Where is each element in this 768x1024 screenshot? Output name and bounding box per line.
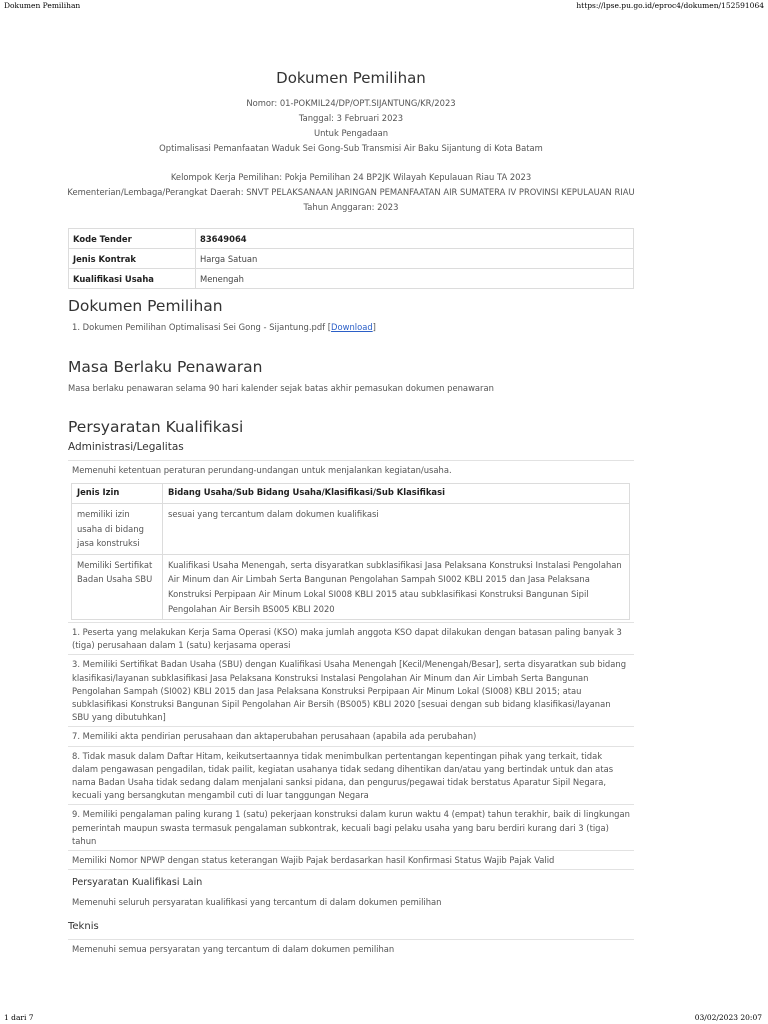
- page-number: 1 dari 7: [4, 1013, 34, 1022]
- dokumen-list-item: [72, 321, 376, 334]
- nomor-text: Nomor: 01-POKMIL24/DP/OPT.SIJANTUNG/KR/2023: [246, 98, 456, 108]
- memenuhi-text: Memenuhi ketentuan peraturan perundang-undangan untuk menjalankan kegiatan/usaha.: [68, 460, 634, 479]
- izin-table: [71, 483, 630, 620]
- untuk-text: Untuk Pengadaan: [313, 128, 389, 138]
- tahun-text: Tahun Anggaran: 2023: [303, 202, 399, 212]
- list-item: 9. Memiliki pengalaman paling kurang 1 (satu) pekerjaan konstruksi dalam kurun waktu 4 (empat) tahun terakhir, baik di lingkungan pemerintah maupun swasta termasuk pengalaman subkontrak, kecuali bagi pelaku usaha yang baru berdiri kurang dari 3 (tiga) tahun: [68, 804, 634, 850]
- persyaratan-list: [68, 622, 634, 870]
- table-header-row: [72, 484, 630, 504]
- document-title: Dokumen Pemilihan: [276, 69, 426, 87]
- table-cell: memiliki izin usaha di bidang jasa konstruksi: [72, 504, 163, 555]
- list-item: 3. Memiliki Sertifikat Badan Usaha (SBU) dengan Kualifikasi Usaha Menengah [Kecil/Menengah/Besar], serta disyaratkan sub bidang klasifikasi/layanan subklasifikasi Jasa Pelaksana Konstruksi Instalasi Pengolahan Air Minum dan Air Limbah Serta Bangunan Pengolahan Sampah (SI002) KBLI 2015 dan Jasa Pelaksana Konstruksi Perpipaan Air Minum Lokal (SI008) KBLI 2015; atau subklasifikasi Konstruksi Bangunan Sipil Pengolahan Air Bersih (BS005) KBLI 2020 [sesuai dengan sub bidang klasifikasi/layanan SBU yang dibutuhkan]: [68, 654, 634, 726]
- table-cell: Memiliki Sertifikat Badan Usaha SBU: [72, 554, 163, 619]
- jenis-kontrak-label: Jenis Kontrak: [69, 249, 196, 269]
- pokja-text: Kelompok Kerja Pemilihan: Pokja Pemilihan 24 BP2JK Wilayah Kepulauan Riau TA 2023: [170, 172, 532, 182]
- jenis-izin-header: Jenis Izin: [72, 484, 163, 504]
- print-header: [0, 1, 768, 10]
- print-header-url: https://lpse.pu.go.id/eproc4/dokumen/152591064: [576, 1, 764, 10]
- persyaratan-lain-text: Memenuhi seluruh persyaratan kualifikasi yang tercantum di dalam dokumen pemilihan: [72, 897, 442, 907]
- download-link[interactable]: Download: [331, 322, 373, 332]
- kode-tender-label: Kode Tender: [69, 229, 196, 249]
- teknis-heading: Teknis: [68, 921, 99, 932]
- jenis-kontrak-value: Harga Satuan: [196, 249, 634, 269]
- masa-berlaku-text: Masa berlaku penawaran selama 90 hari kalender sejak batas akhir pemasukan dokumen penawaran: [68, 383, 494, 393]
- dokumen-file-name: 1. Dokumen Pemilihan Optimalisasi Sei Gong - Sijantung.pdf: [72, 322, 328, 332]
- download-open-bracket: [: [327, 322, 332, 332]
- document-meta: [68, 96, 634, 156]
- print-date: 03/02/2023 20:07: [694, 1013, 762, 1022]
- table-row: [72, 504, 630, 555]
- list-item: 7. Memiliki akta pendirian perusahaan dan aktaperubahan perusahaan (apabila ada perubahan): [68, 726, 634, 745]
- print-header-title: Dokumen Pemilihan: [4, 1, 81, 10]
- kualifikasi-usaha-value: Menengah: [196, 269, 634, 289]
- bidang-usaha-header: Bidang Usaha/Sub Bidang Usaha/Klasifikasi/Sub Klasifikasi: [163, 484, 630, 504]
- tanggal-text: Tanggal: 3 Februari 2023: [298, 113, 404, 123]
- persyaratan-lain-block: [68, 893, 634, 911]
- teknis-text: Memenuhi semua persyaratan yang tercantum di dalam dokumen pemilihan: [68, 939, 634, 958]
- kementerian-text: Kementerian/Lembaga/Perangkat Daerah: SNVT PELAKSANAAN JARINGAN PEMANFAATAN AIR SUMATERA IV PROVINSI KEPULAUAN RIAU: [67, 187, 635, 197]
- persyaratan-kualifikasi-heading: Persyaratan Kualifikasi: [68, 418, 244, 436]
- paket-text: Optimalisasi Pemanfaatan Waduk Sei Gong-Sub Transmisi Air Baku Sijantung di Kota Batam: [159, 143, 543, 153]
- administrasi-heading: Administrasi/Legalitas: [68, 441, 184, 453]
- teknis-block: [68, 939, 634, 958]
- table-cell: Kualifikasi Usaha Menengah, serta disyaratkan subklasifikasi Jasa Pelaksana Konstruksi Instalasi Pengolahan Air Minum dan Air Limbah Serta Bangunan Pengolahan Sampah SI002 KBLI 2015 dan Jasa Pelaksana Konstruksi Perpipaan Air Minum Lokal SI008 KBLI 2015 atau subklasifikasi Konstruksi Bangunan Sipil Pengolahan Air Bersih BS005 KBLI 2020: [163, 554, 630, 619]
- dokumen-pemilihan-heading: Dokumen Pemilihan: [68, 297, 223, 315]
- masa-berlaku-heading: Masa Berlaku Penawaran: [68, 358, 263, 376]
- table-row: [72, 554, 630, 619]
- persyaratan-lain-heading: Persyaratan Kualifikasi Lain: [72, 877, 203, 888]
- download-close-bracket: ]: [372, 322, 376, 332]
- list-item: 1. Peserta yang melakukan Kerja Sama Operasi (KSO) maka jumlah anggota KSO dapat dilakukan dengan batasan paling banyak 3 (tiga) perusahaan dalam 1 (satu) kerjasama operasi: [68, 622, 634, 654]
- table-row: [69, 229, 634, 249]
- kode-tender-value: 83649064: [196, 229, 634, 249]
- table-row: [69, 249, 634, 269]
- table-row: [69, 269, 634, 289]
- memenuhi-block: [68, 460, 634, 479]
- kualifikasi-usaha-label: Kualifikasi Usaha: [69, 269, 196, 289]
- document-meta-org: [48, 170, 654, 215]
- print-footer: [0, 1013, 768, 1022]
- list-item: Memiliki Nomor NPWP dengan status keterangan Wajib Pajak berdasarkan hasil Konfirmasi Status Wajib Pajak Valid: [68, 850, 634, 870]
- list-item: 8. Tidak masuk dalam Daftar Hitam, keikutsertaannya tidak menimbulkan pertentangan kepentingan pihak yang terkait, tidak dalam pengawasan pengadilan, tidak pailit, kegiatan usahanya tidak sedang dihentikan dan/atau yang bertindak untuk dan atas nama Badan Usaha tidak sedang dalam menjalani sanksi pidana, dan pengurus/pegawai tidak berstatus Aparatur Sipil Negara, kecuali yang bersangkutan mengambil cuti di luar tanggungan Negara: [68, 746, 634, 805]
- tender-info-table: [68, 228, 634, 289]
- table-cell: sesuai yang tercantum dalam dokumen kualifikasi: [163, 504, 630, 555]
